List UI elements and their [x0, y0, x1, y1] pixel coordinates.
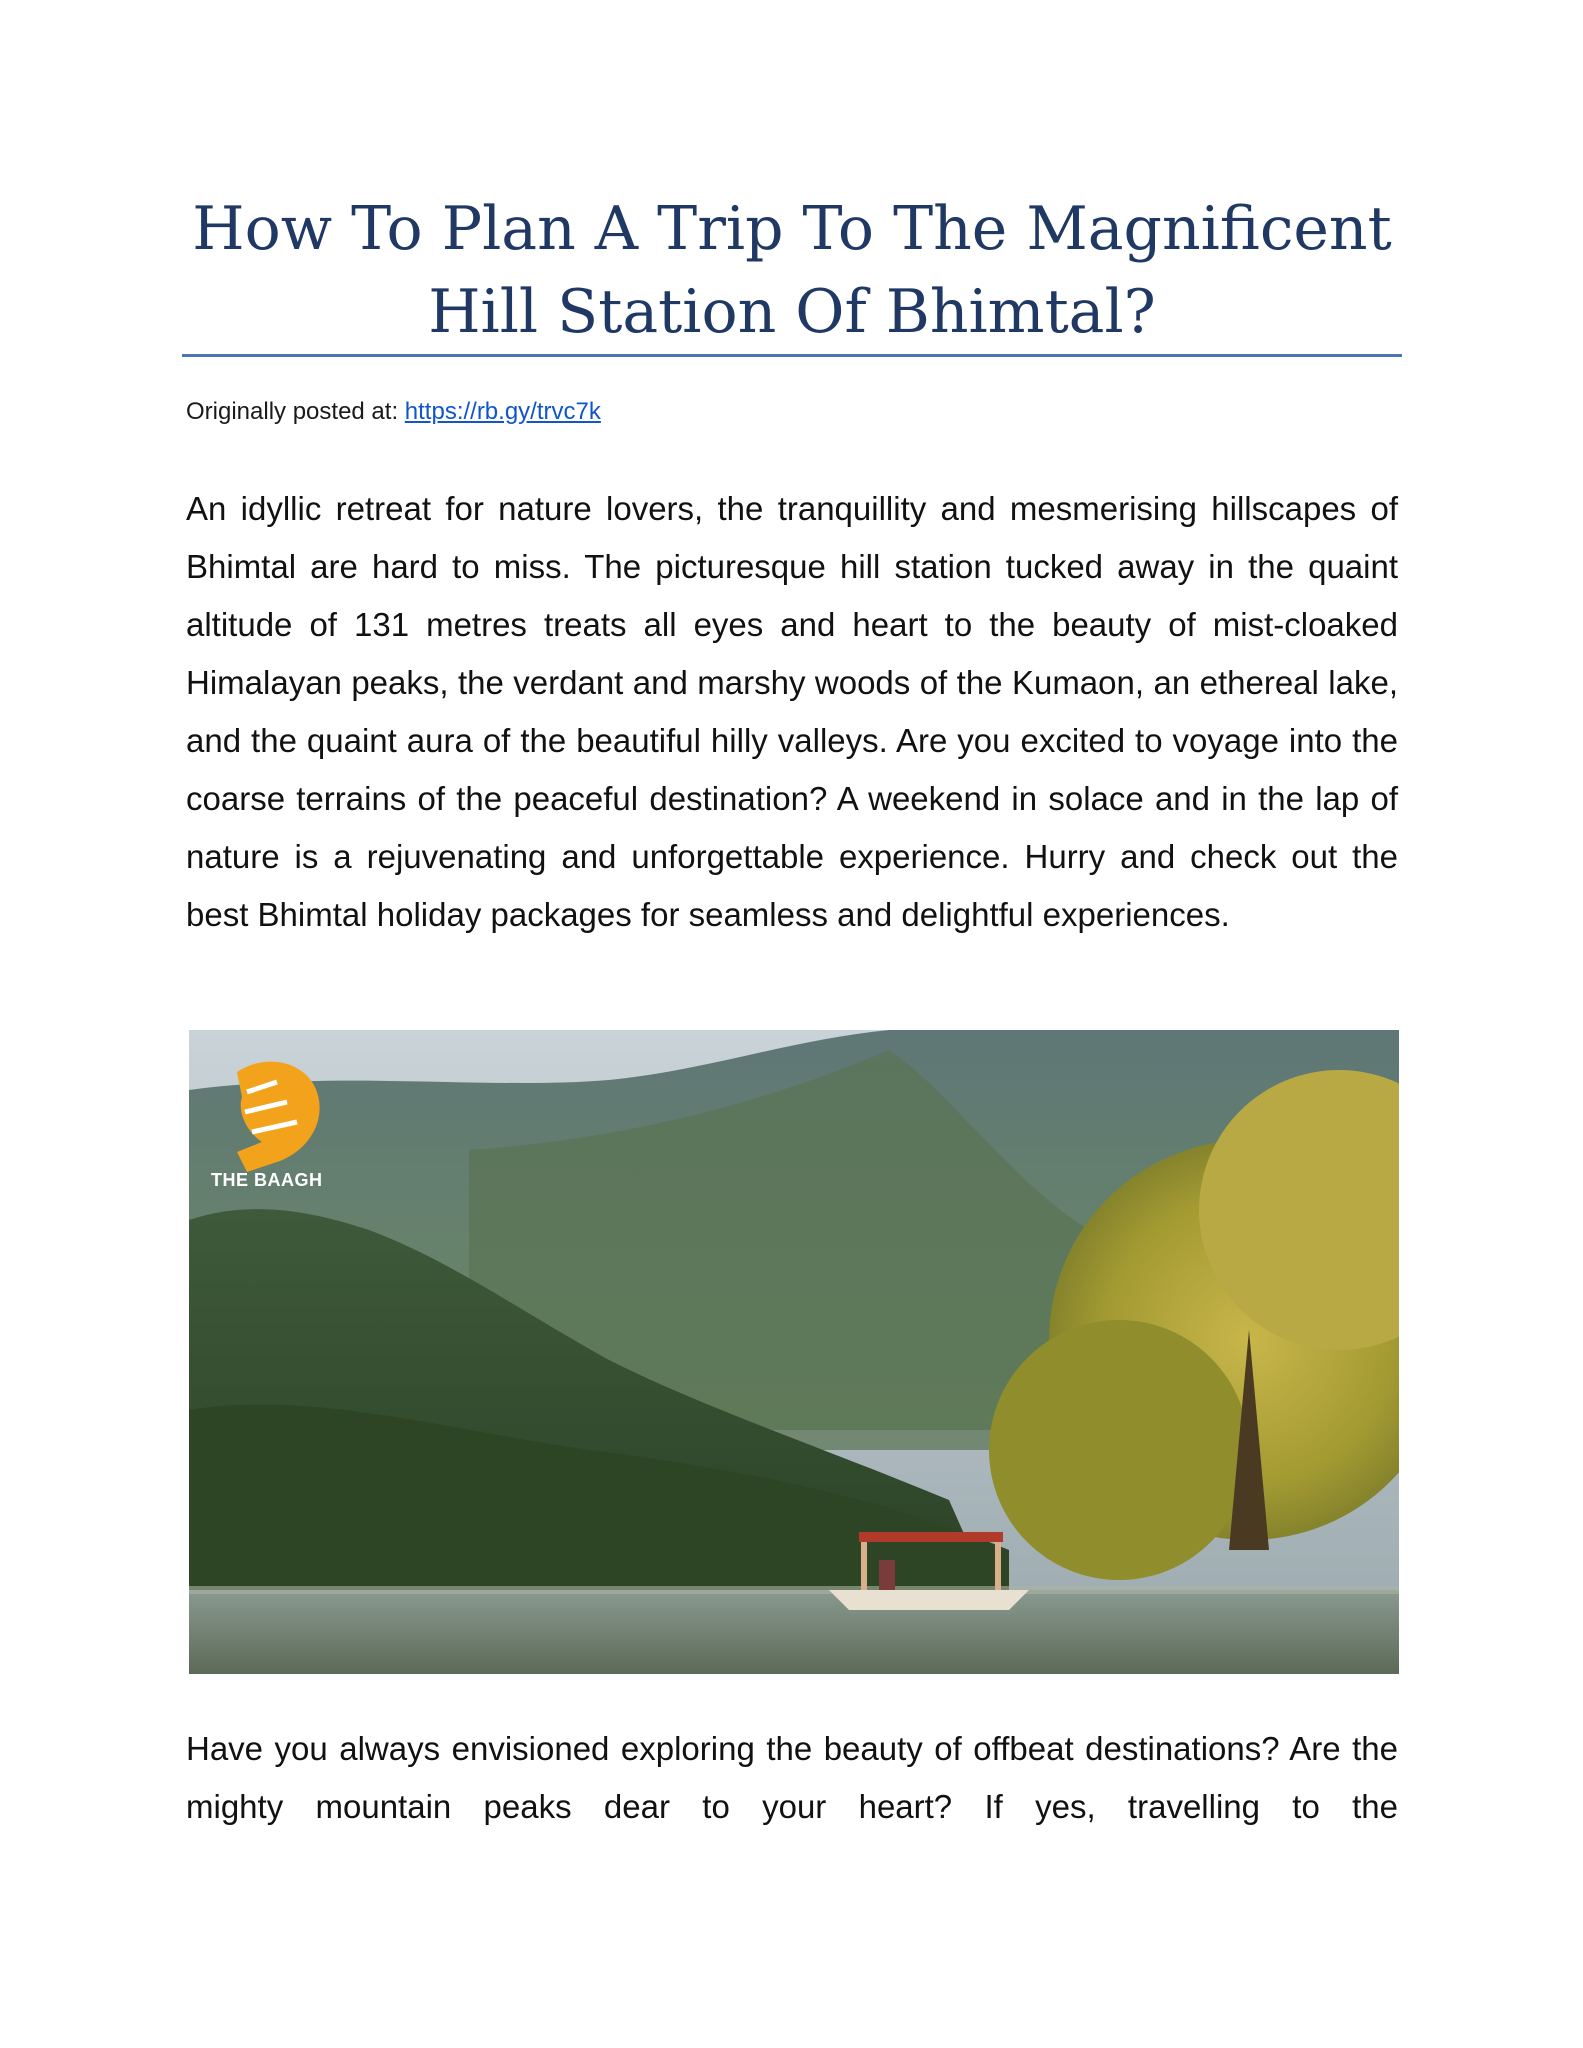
intro-paragraph: An idyllic retreat for nature lovers, the tranquillity and mesmerising hillscapes of Bhimtal are hard to miss. The picturesque hill station tucked away in the quaint altitude of 131 metres treats all eyes and heart to the beauty of mist-cloaked Himalayan peaks, the verdant and marshy woods of the Kumaon, an ethereal lake, and the quaint aura of the beautiful hilly valleys. Are you excited to voyage into the coarse terrains of the peaceful destination? A weekend in solace and in the lap of nature is a rejuvenating and unforgettable experience. Hurry and check out the best Bhimtal holiday packages for seamless and delightful experiences.: [186, 490, 1398, 933]
bhimtal-lake-photo: [189, 1030, 1399, 1674]
article-title: How To Plan A Trip To The Magnificent Hill Station Of Bhimtal?: [192, 194, 1392, 347]
second-paragraph: Have you always envisioned exploring the beauty of offbeat destinations? Are the mighty mountain peaks dear to your heart? If yes, travelling to the: [186, 1730, 1398, 1825]
origin-line: [186, 398, 601, 426]
logo-wordmark: THE BAAGH: [211, 1170, 323, 1190]
lake-scene: [189, 1030, 1399, 1674]
origin-label: Originally posted at:: [186, 398, 405, 425]
title-divider: [182, 354, 1402, 357]
origin-link[interactable]: https://rb.gy/trvc7k: [404, 398, 601, 425]
